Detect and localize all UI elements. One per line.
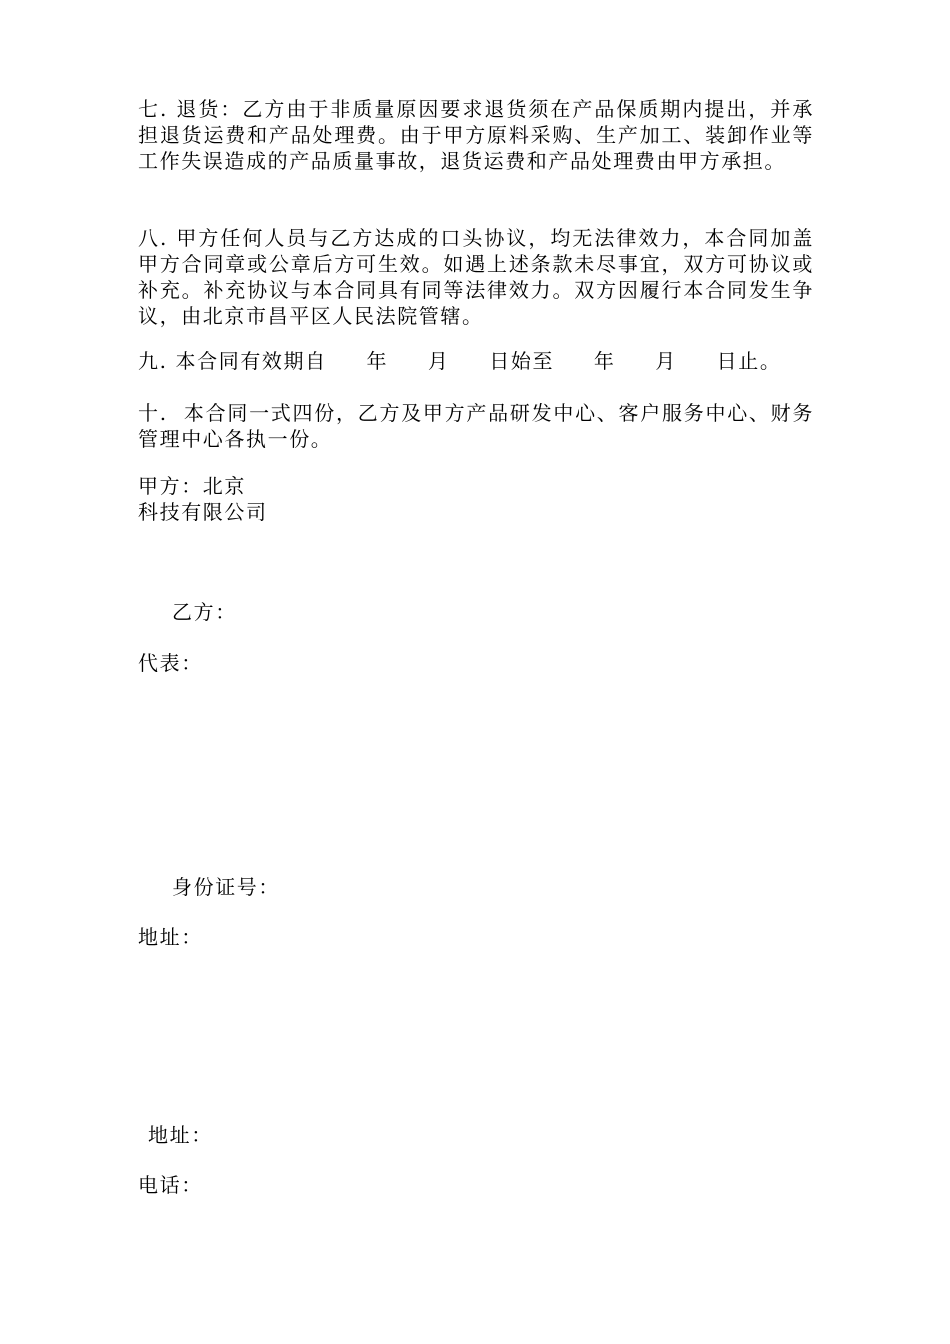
clause-8-agreement: 八. 甲方任何人员与乙方达成的口头协议，均无法律效力，本合同加盖甲方合同章或公章后方可生效。如遇上述条款未尽事宜，双方可协议或补充。补充协议与本合同具有同等法律效力。双方因履行本合同发生争议，由北京市昌平区人民法院管辖。 (138, 226, 814, 328)
party-b-label: 乙方： (172, 600, 237, 624)
id-number-label: 身份证号： (172, 875, 280, 899)
party-a-company: 科技有限公司 (138, 500, 268, 524)
address-label-2: 地址： (148, 1123, 213, 1147)
clause-9-term: 九. 本合同有效期自 年 月 日始至 年 月 日止。 (138, 349, 782, 373)
clause-7-returns: 七. 退货：乙方由于非质量原因要求退货须在产品保质期内提出，并承担退货运费和产品处理费。由于甲方原料采购、生产加工、装卸作业等工作失误造成的产品质量事故，退货运费和产品处理费由甲方承担。 (138, 97, 814, 173)
representative-label: 代表： (138, 651, 203, 675)
phone-label: 电话： (138, 1173, 203, 1197)
clause-10-copies: 十. 本合同一式四份，乙方及甲方产品研发中心、客户服务中心、财务管理中心各执一份。 (138, 401, 814, 451)
address-label-1: 地址： (138, 925, 203, 949)
party-a-label: 甲方：北京 (138, 474, 246, 498)
